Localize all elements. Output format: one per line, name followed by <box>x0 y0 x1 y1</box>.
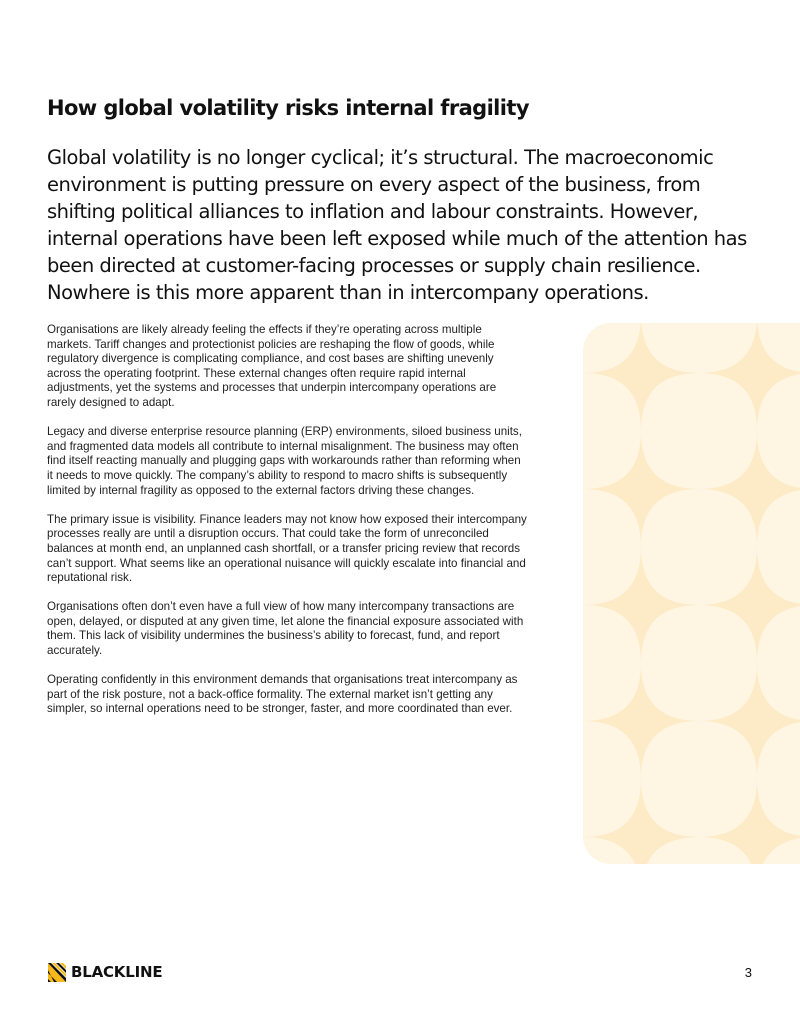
star-pattern-decoration <box>583 323 800 864</box>
page-number: 3 <box>744 965 752 980</box>
logo-text: BLACKLINE <box>71 963 163 981</box>
body-paragraph: Operating confidently in this environment demands that organisations treat intercompany as part of the risk posture, not a back-office formality. The external market isn’t getting any simpler, so internal operations need to be stronger, faster, and more coordinated than ever. <box>47 673 518 716</box>
body-paragraph: The primary issue is visibility. Finance leaders may not know how exposed their intercompany processes really are until a disruption occurs. That could take the form of unreconciled balances at month end, an unplanned cash shortfall, or a transfer pricing review that records can’t support. What seems like an operational nuisance will quickly escalate into financial and reputational risk. <box>47 512 527 585</box>
decorative-panel <box>583 323 800 864</box>
blackline-logo-mark-icon <box>47 961 67 983</box>
body-text <box>47 323 527 732</box>
page-title: How global volatility risks internal fragility <box>47 96 529 120</box>
lead-paragraph: Global volatility is no longer cyclical; it’s structural. The macroeconomic environment is putting pressure on every aspect of the business, from shifting political alliances to inflation and labour constraints. However, internal operations have been left exposed while much of the attention has been directed at customer-facing processes or supply chain resilience. Nowhere is this more apparent than in intercompany operations. <box>47 146 747 304</box>
body-paragraph: Legacy and diverse enterprise resource planning (ERP) environments, siloed business units, and fragmented data models all contribute to internal misalignment. The business may often find itself reacting manually and plugging gaps with workarounds rather than reforming when it needs to move quickly. The company’s ability to respond to macro shifts is subsequently limited by internal fragility as opposed to the external factors driving these changes. <box>47 425 522 497</box>
body-paragraph: Organisations are likely already feeling the effects if they’re operating across multiple markets. Tariff changes and protectionist policies are reshaping the flow of goods, while regulatory divergence is complicating compliance, and cost bases are shifting unevenly across the operating footprint. These external changes often require rapid internal adjustments, yet the systems and processes that underpin intercompany operations are rarely designed to adapt. <box>47 323 497 409</box>
blackline-logo <box>47 961 162 983</box>
body-paragraph: Organisations often don’t even have a full view of how many intercompany transactions are open, delayed, or disputed at any given time, let alone the financial exposure associated with them. This lack of visibility undermines the business’s ability to forecast, fund, and report accurately. <box>47 600 524 658</box>
